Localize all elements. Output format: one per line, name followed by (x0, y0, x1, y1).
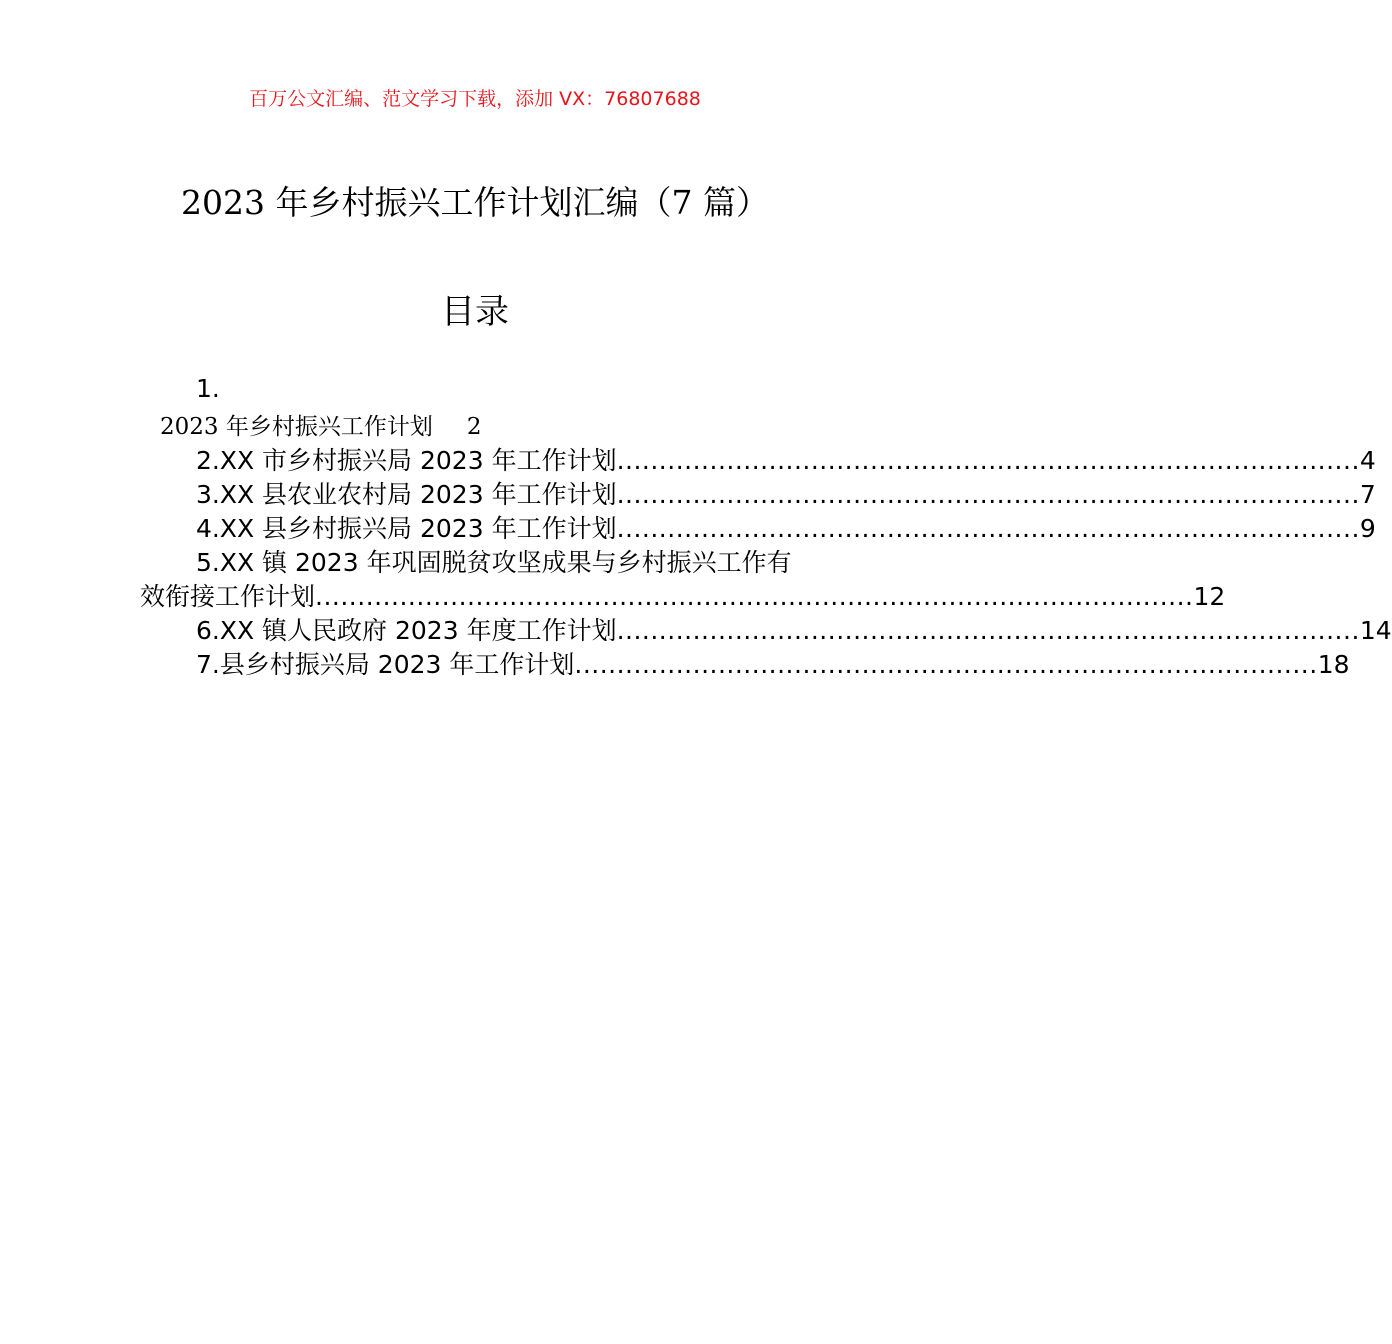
toc-entry-3[interactable] (140, 478, 1376, 512)
table-of-contents (140, 372, 1392, 682)
toc-entry-7[interactable] (140, 648, 1350, 682)
dot-leader: ........................................................................................ (574, 650, 1318, 679)
toc-entry-4[interactable] (140, 512, 1376, 546)
toc-entry-title: 6.XX 镇人民政府 2023 年度工作计划 (196, 616, 617, 645)
toc-entry-title: 2023 年乡村振兴工作计划 (160, 414, 433, 440)
toc-entry-page: 12 (1193, 582, 1226, 611)
toc-entry-page: 18 (1317, 650, 1350, 679)
toc-entry-5-line-2[interactable] (140, 580, 1226, 614)
toc-entry-page: 14 (1359, 616, 1392, 645)
toc-entry-5-line-1[interactable] (140, 546, 807, 580)
toc-heading: 目录 (441, 292, 509, 332)
toc-entry-number: 1. (196, 374, 220, 403)
toc-entry-page: 4 (1359, 446, 1376, 475)
dot-leader: ........................................................................................ (616, 480, 1360, 509)
dot-leader: ........................................................................................ (616, 616, 1360, 645)
toc-entry-6[interactable] (140, 614, 1392, 648)
toc-entry-title: 4.XX 县乡村振兴局 2023 年工作计划 (196, 514, 617, 543)
document-title: 2023 年乡村振兴工作计划汇编（7 篇） (181, 183, 769, 222)
dot-leader: ........................................................................................................ (315, 582, 1194, 611)
toc-entry-1[interactable] (140, 410, 807, 444)
dot-leader: ........................................................................................ (616, 446, 1360, 475)
dot-leader: ........................................................................................ (616, 514, 1360, 543)
toc-entry-title-continued: 效衔接工作计划 (140, 582, 316, 611)
toc-entry-title: 2.XX 市乡村振兴局 2023 年工作计划 (196, 446, 617, 475)
toc-entry-page: 2 (466, 414, 482, 440)
toc-entry-2[interactable] (140, 444, 1376, 478)
toc-entry-title: 5.XX 镇 2023 年巩固脱贫攻坚成果与乡村振兴工作有 (196, 548, 792, 577)
toc-entry-page: 7 (1359, 480, 1376, 509)
toc-entry-title: 7.县乡村振兴局 2023 年工作计划 (196, 650, 575, 679)
toc-entry-1-number-line[interactable] (140, 372, 807, 406)
toc-entry-page: 9 (1359, 514, 1376, 543)
header-note: 百万公文汇编、范文学习下载，添加 VX：76807688 (249, 88, 701, 110)
toc-entry-title: 3.XX 县农业农村局 2023 年工作计划 (196, 480, 617, 509)
